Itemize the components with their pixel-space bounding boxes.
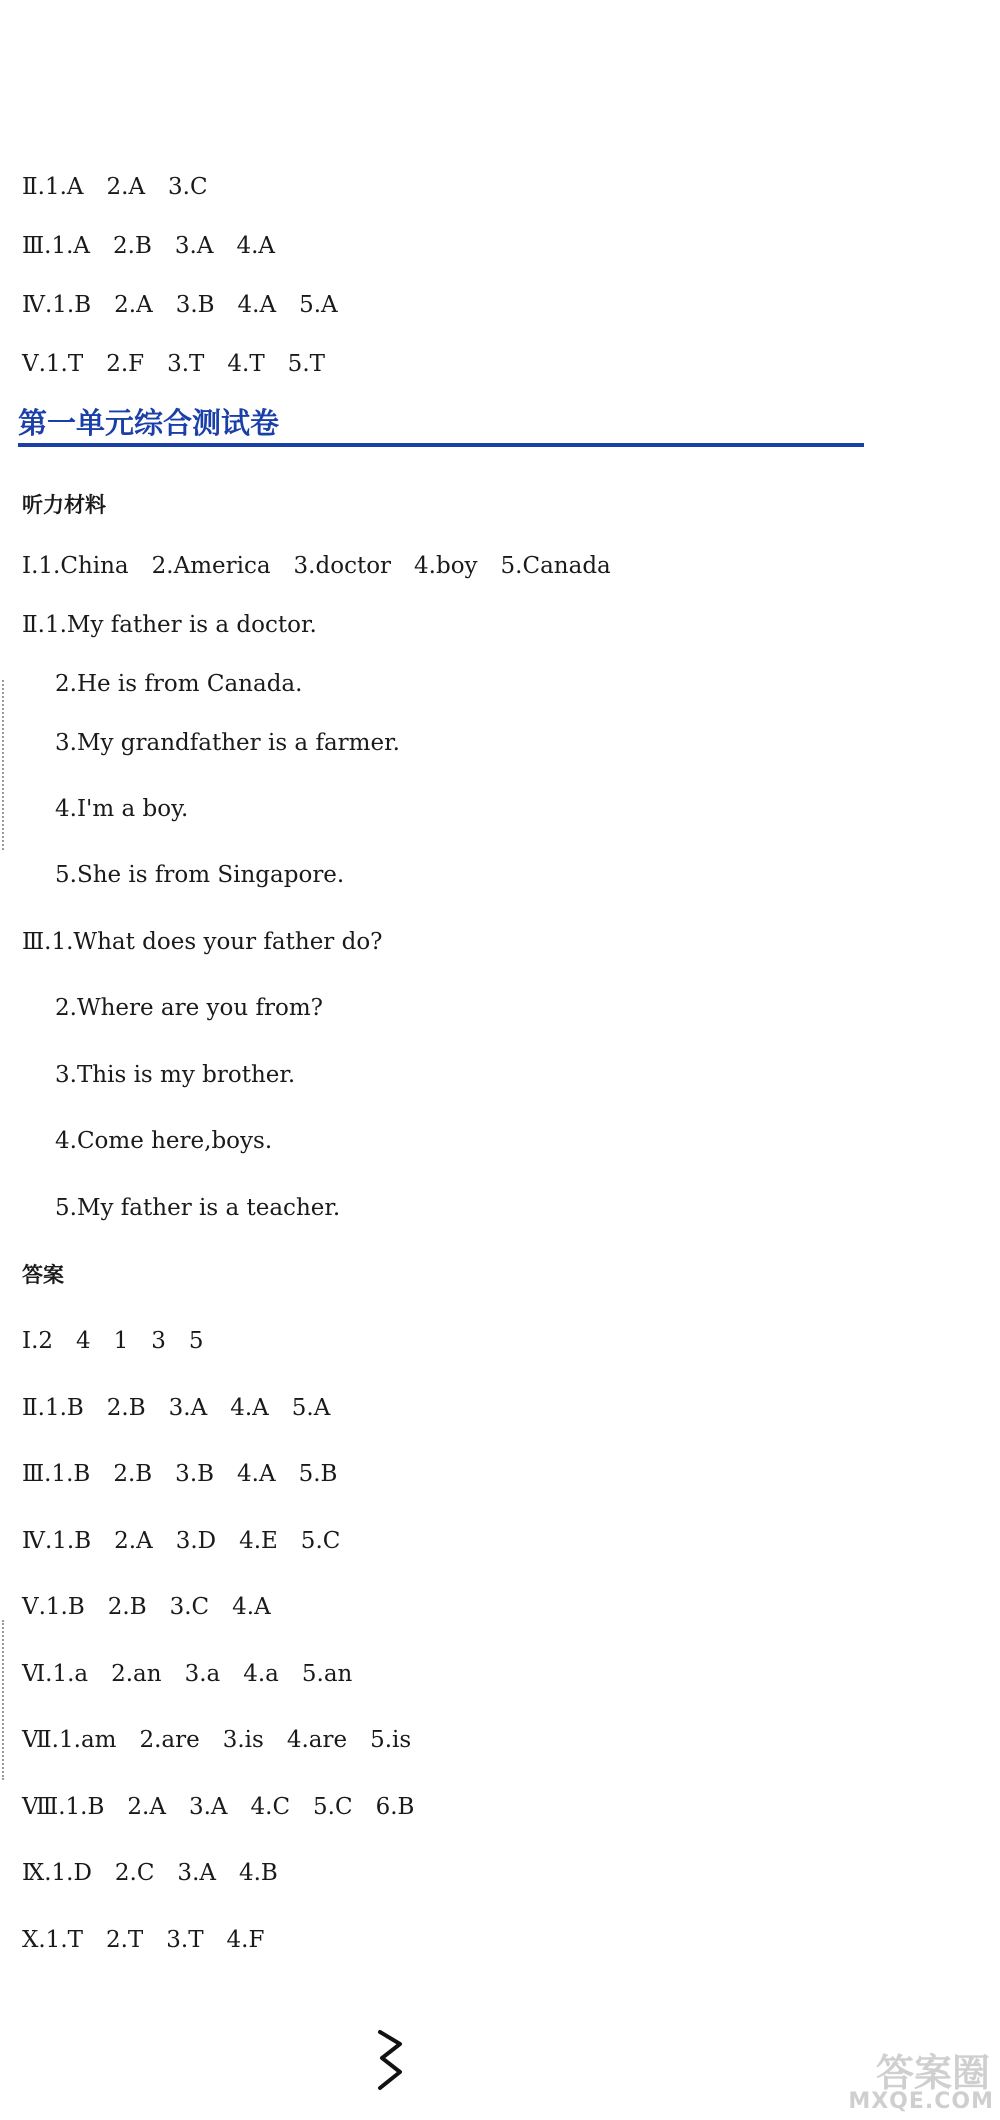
page-number-mark: [372, 2028, 408, 2092]
watermark-main: 答案圈: [875, 2051, 990, 2095]
listening-line: Ⅲ.1.What does your father do?: [22, 929, 383, 955]
answer-line: Ⅱ.1.A 2.A 3.C: [22, 174, 208, 200]
binding-edge: [2, 1620, 4, 1780]
section-title: 第一单元综合测试卷: [18, 406, 280, 440]
listening-line: 4.Come here,boys.: [55, 1128, 273, 1154]
watermark: [824, 2042, 994, 2114]
listening-line: 2.He is from Canada.: [55, 671, 303, 697]
section-underline: [18, 443, 864, 447]
answer-line: Ⅲ.1.A 2.B 3.A 4.A: [22, 233, 275, 259]
answers-heading: 答案: [22, 1263, 64, 1287]
answer-line: Ⅷ.1.B 2.A 3.A 4.C 5.C 6.B: [22, 1794, 415, 1820]
answer-line: Ⅵ.1.a 2.an 3.a 4.a 5.an: [22, 1661, 353, 1687]
answer-line: Ⅴ.1.B 2.B 3.C 4.A: [22, 1594, 271, 1620]
watermark-sub: MXQE.COM: [848, 2089, 994, 2114]
listening-line: Ⅰ.1.China 2.America 3.doctor 4.boy 5.Canada: [22, 553, 611, 579]
answer-line: Ⅱ.1.B 2.B 3.A 4.A 5.A: [22, 1395, 331, 1421]
listening-line: 3.My grandfather is a farmer.: [55, 730, 400, 756]
listening-line: 5.She is from Singapore.: [55, 862, 345, 888]
answer-line: Ⅲ.1.B 2.B 3.B 4.A 5.B: [22, 1461, 338, 1487]
listening-line: 5.My father is a teacher.: [55, 1195, 341, 1221]
answer-line: Ⅰ.2 4 1 3 5: [22, 1328, 204, 1354]
listening-line: 4.I'm a boy.: [55, 796, 189, 822]
answer-line: Ⅳ.1.B 2.A 3.B 4.A 5.A: [22, 292, 338, 318]
answer-line: Ⅴ.1.T 2.F 3.T 4.T 5.T: [22, 351, 325, 377]
listening-line: 2.Where are you from?: [55, 995, 324, 1021]
binding-edge: [2, 680, 4, 850]
answer-line: Ⅶ.1.am 2.are 3.is 4.are 5.is: [22, 1727, 412, 1753]
answer-line: Ⅹ.1.T 2.T 3.T 4.F: [22, 1927, 265, 1953]
listening-line: Ⅱ.1.My father is a doctor.: [22, 612, 317, 638]
answer-line: Ⅸ.1.D 2.C 3.A 4.B: [22, 1860, 278, 1886]
listening-heading: 听力材料: [22, 493, 106, 517]
listening-line: 3.This is my brother.: [55, 1062, 296, 1088]
answer-line: Ⅳ.1.B 2.A 3.D 4.E 5.C: [22, 1528, 341, 1554]
